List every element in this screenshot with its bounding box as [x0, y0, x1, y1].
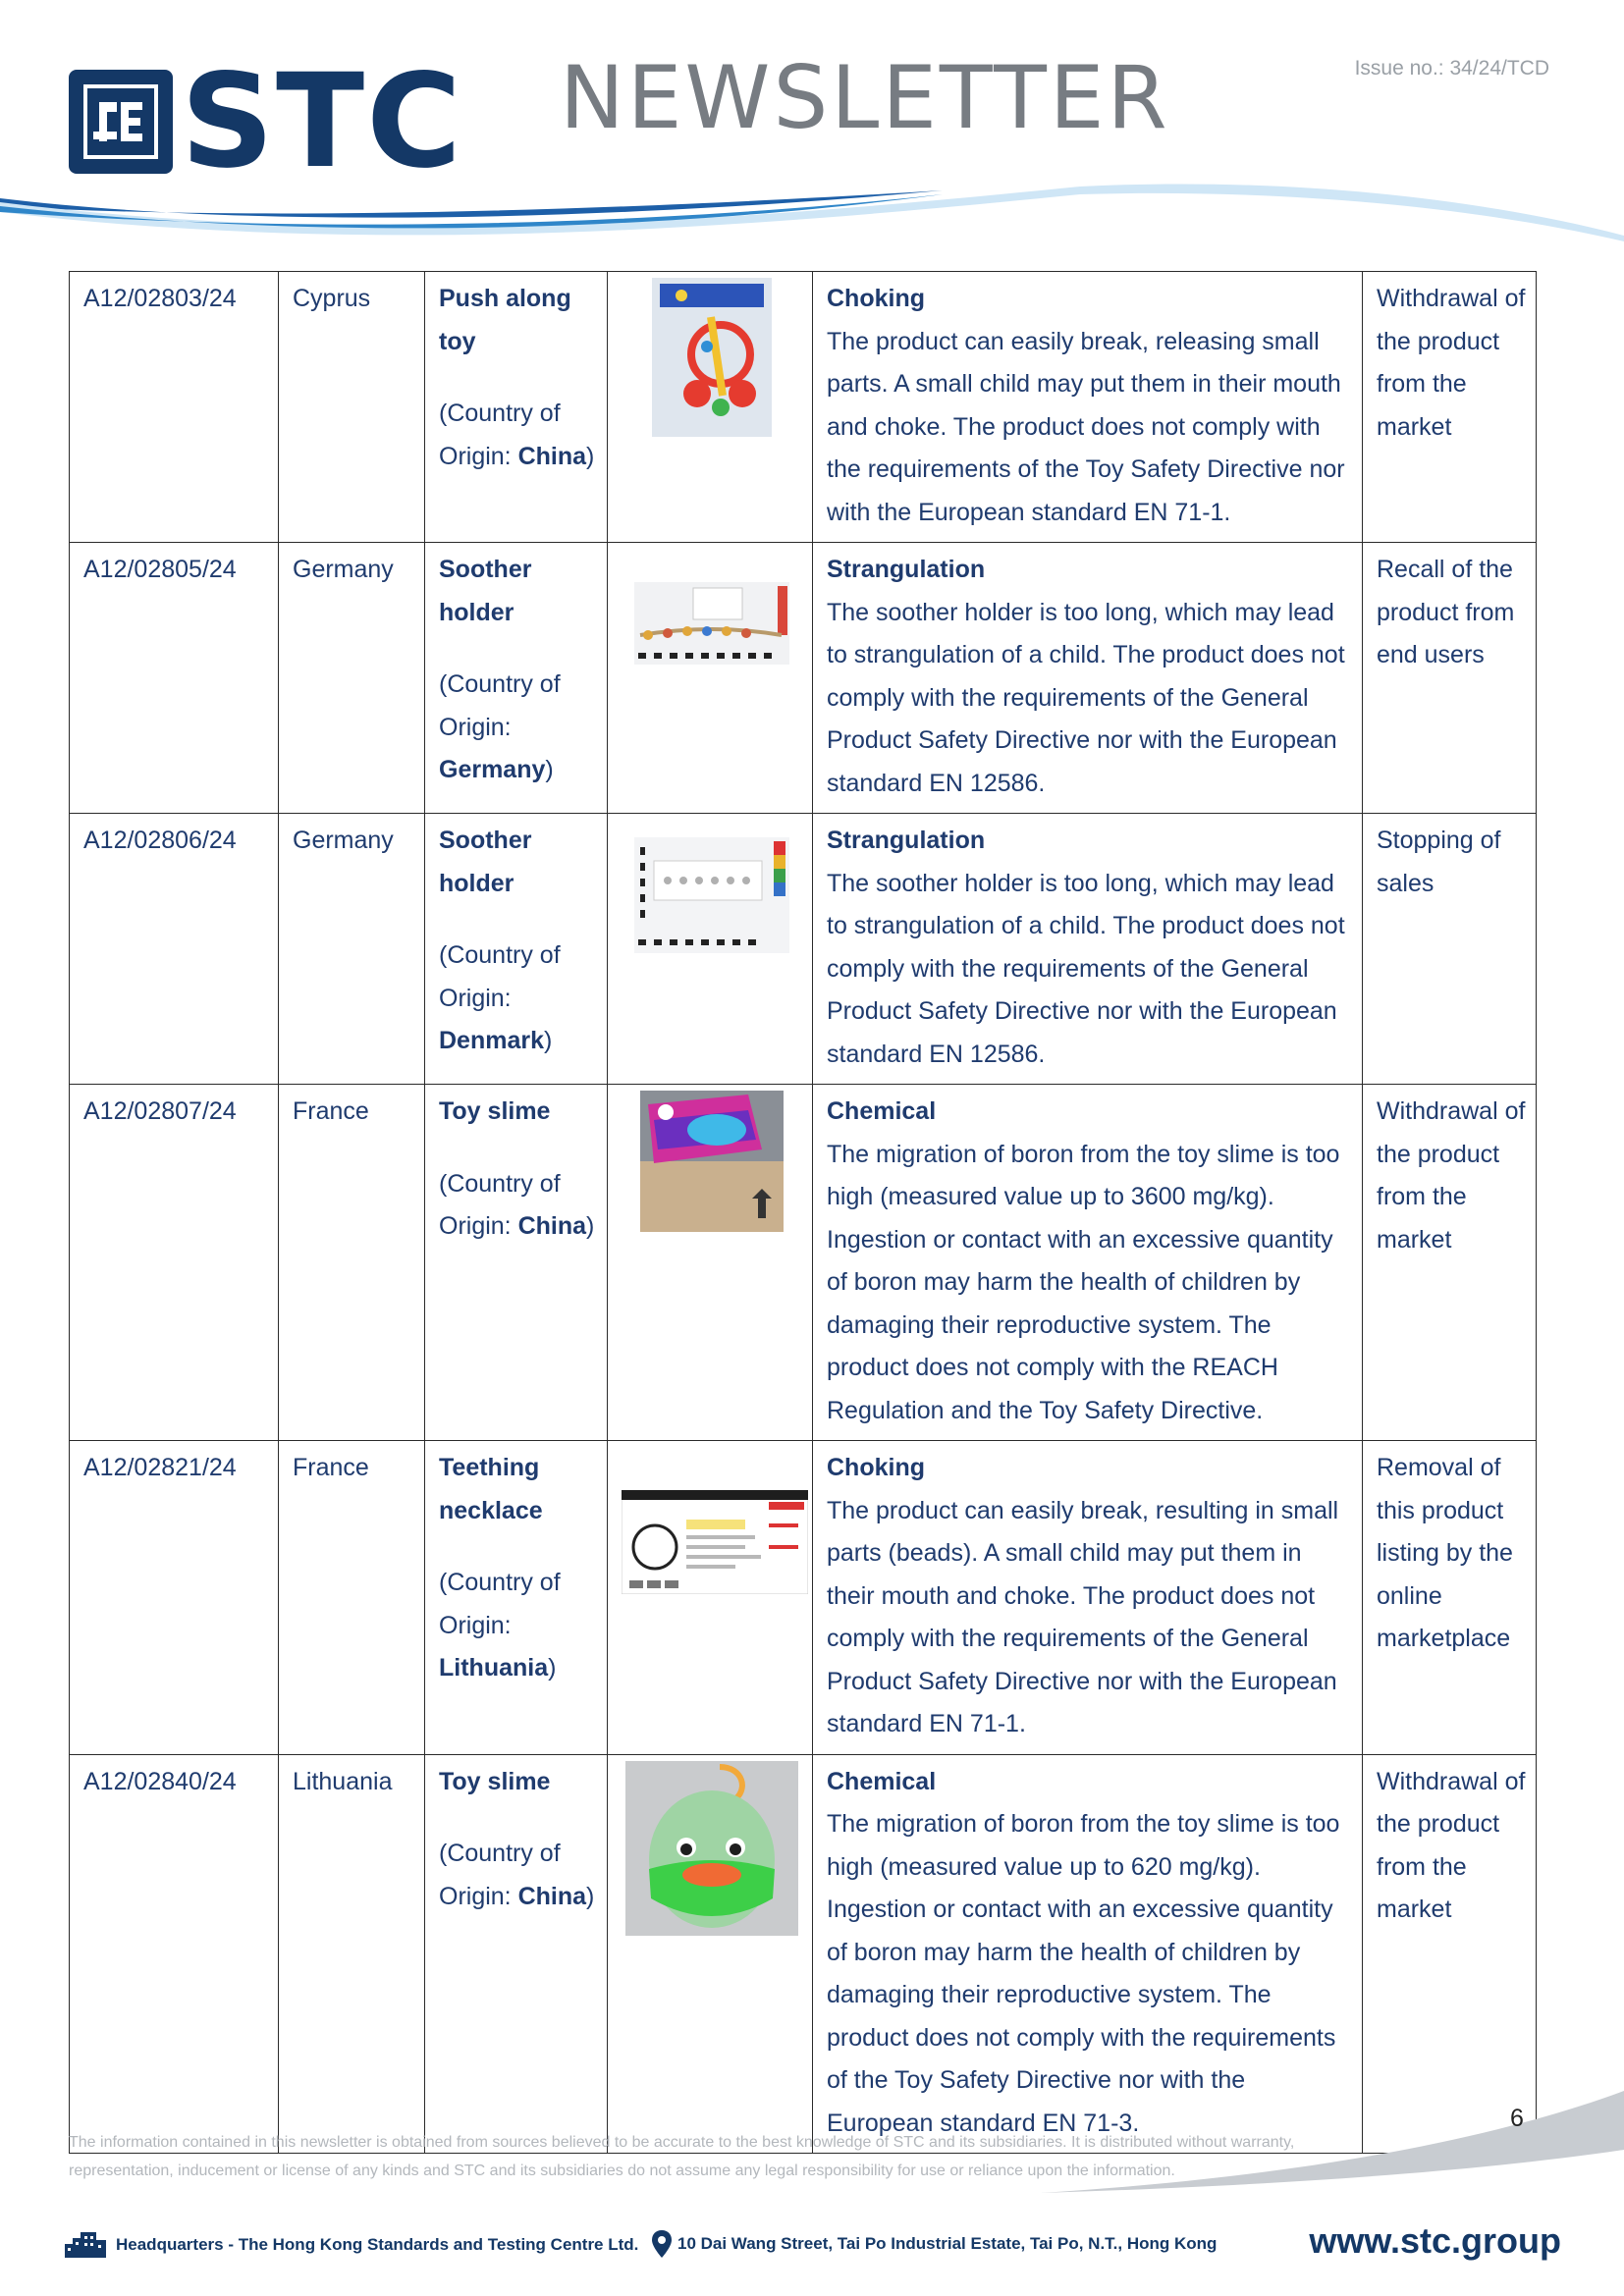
notifying-country: Cyprus: [279, 272, 425, 543]
origin-label: (Country of Origin:: [439, 1569, 561, 1639]
risk-description: The product can easily break, releasing small parts. A small child may put them in their mouth and choke. The product does not comply with the requirements of the Toy Safety Directive nor with the European standard EN 71-1.: [827, 327, 1345, 526]
product-photo-cell: [608, 814, 813, 1085]
product-cell: Toy slime (Country of Origin: China): [425, 1754, 608, 2154]
risk-description: The product can easily break, resulting in small parts (beads). A small child may put them in their mouth and choke. The product does not comply with the requirements of the General Product Safety Directive nor with the European standard EN 71-1.: [827, 1496, 1339, 1737]
toy-slime-egg-photo: [625, 1761, 798, 1936]
risk-description: The soother holder is too long, which may lead to strangulation of a child. The product does not comply with the requirements of the General Product Safety Directive nor with the European standard EN 12586.: [827, 869, 1345, 1068]
product-cell: Toy slime (Country of Origin: China): [425, 1085, 608, 1441]
location-pin-icon: [652, 2230, 672, 2258]
teething-necklace-listing-screenshot: [622, 1490, 808, 1594]
product-name: Soother holder: [439, 827, 532, 897]
measures-taken: Removal of this product listing by the online marketplace: [1363, 1441, 1537, 1755]
product-cell: Teething necklace (Country of Origin: Lithuania): [425, 1441, 608, 1755]
measures-taken: Withdrawal of the product from the market: [1363, 1754, 1537, 2154]
product-photo-cell: [608, 272, 813, 543]
origin-label: (Country of Origin:: [439, 400, 561, 470]
product-photo-cell: [608, 1754, 813, 2154]
toy-slime-box-photo: [640, 1091, 784, 1232]
risk-type: Chemical: [827, 1767, 937, 1795]
address-label: 10 Dai Wang Street, Tai Po Industrial Estate, Tai Po, N.T., Hong Kong: [677, 2234, 1218, 2253]
logo-wordmark: STC: [181, 46, 463, 197]
product-name: Soother holder: [439, 556, 532, 626]
table-row: [70, 543, 1537, 814]
measures-taken: Recall of the product from end users: [1363, 543, 1537, 814]
origin-label: (Country of Origin:: [439, 941, 561, 1012]
risk-description: The migration of boron from the toy slime is too high (measured value up to 3600 mg/kg). Ingestion or contact with an excessive quantity of boron may harm the health of children by damaging their reproductive system. The product does not comply with the REACH Regulation and the Toy Safety Directive.: [827, 1140, 1340, 1424]
footer-bar: [63, 2220, 1561, 2269]
product-name: Teething necklace: [439, 1454, 543, 1524]
notifying-country: Germany: [279, 814, 425, 1085]
risk-cell: [813, 1441, 1363, 1755]
origin-country: China: [517, 1882, 587, 1910]
product-cell: Push along toy (Country of Origin: China): [425, 272, 608, 543]
risk-cell: [813, 1085, 1363, 1441]
measures-taken: Stopping of sales: [1363, 814, 1537, 1085]
notifying-country: France: [279, 1441, 425, 1755]
headquarters-label: Headquarters - The Hong Kong Standards and Testing Centre Ltd.: [116, 2235, 639, 2254]
stc-logo: [69, 46, 463, 197]
reference-number: A12/02803/24: [70, 272, 279, 543]
measures-taken: Withdrawal of the product from the market: [1363, 1085, 1537, 1441]
push-along-toy-photo: [652, 278, 772, 437]
page-header: [0, 0, 1624, 255]
page-number: 6: [1510, 2105, 1524, 2132]
table-row: [70, 272, 1537, 543]
soother-holder-photo: [634, 837, 789, 953]
soother-holder-photo: [634, 582, 789, 665]
headquarters-info: [63, 2230, 638, 2260]
table-row: [70, 1085, 1537, 1441]
risk-cell: [813, 814, 1363, 1085]
product-cell: Soother holder (Country of Origin: Denmark): [425, 814, 608, 1085]
issue-number: Issue no.: 34/24/TCD: [1354, 57, 1549, 80]
notifying-country: France: [279, 1085, 425, 1441]
reference-number: A12/02805/24: [70, 543, 279, 814]
table-row: [70, 1441, 1537, 1755]
disclaimer-text: The information contained in this newsletter is obtained from sources believed to be accurate to the best knowledge of STC and its subsidiaries. It is distributed without warranty, representation, inducement or license of any kinds and STC and its subsidiaries do not assume any legal responsibility for use or reliance upon the information.: [69, 2134, 1295, 2179]
product-photo-cell: [608, 1441, 813, 1755]
risk-description: The soother holder is too long, which may lead to strangulation of a child. The product does not comply with the requirements of the General Product Safety Directive nor with the European standard EN 12586.: [827, 598, 1345, 797]
notifying-country: Lithuania: [279, 1754, 425, 2154]
risk-type: Choking: [827, 285, 925, 312]
product-photo-cell: [608, 543, 813, 814]
product-photo-cell: [608, 1085, 813, 1441]
reference-number: A12/02806/24: [70, 814, 279, 1085]
risk-cell: [813, 543, 1363, 814]
risk-description: The migration of boron from the toy slime is too high (measured value up to 620 mg/kg). Ingestion or contact with an excessive quantity of boron may harm the health of children by damaging their reproductive system. The product does not comply with the requirements of the Toy Safety Directive nor with the European standard EN 71-3.: [827, 1810, 1340, 2137]
risk-type: Choking: [827, 1454, 925, 1481]
reference-number: A12/02807/24: [70, 1085, 279, 1441]
reference-number: A12/02840/24: [70, 1754, 279, 2154]
newsletter-title: NEWSLETTER: [560, 47, 1170, 148]
stc-emblem-icon: [69, 70, 173, 174]
notifying-country: Germany: [279, 543, 425, 814]
risk-type: Chemical: [827, 1097, 937, 1125]
origin-country: China: [517, 442, 587, 470]
address-info: [652, 2230, 1217, 2258]
reference-number: A12/02821/24: [70, 1441, 279, 1755]
product-name: Push along toy: [439, 285, 571, 355]
table-row: [70, 814, 1537, 1085]
risk-cell: [813, 272, 1363, 543]
origin-label: (Country of Origin:: [439, 670, 561, 741]
origin-country: Denmark: [439, 1027, 544, 1054]
origin-country: China: [517, 1212, 587, 1240]
product-name: Toy slime: [439, 1097, 551, 1125]
origin-label: (Country of Origin:: [439, 1840, 561, 1910]
measures-taken: Withdrawal of the product from the market: [1363, 272, 1537, 543]
building-icon: [63, 2230, 110, 2260]
risk-type: Strangulation: [827, 556, 986, 583]
product-name: Toy slime: [439, 1767, 551, 1795]
header-swoosh-decoration: [0, 177, 1624, 255]
origin-label: (Country of Origin:: [439, 1169, 561, 1240]
product-alert-table: [69, 271, 1537, 2154]
website-link[interactable]: www.stc.group: [1309, 2220, 1561, 2261]
risk-type: Strangulation: [827, 827, 986, 854]
origin-country: Germany: [439, 756, 546, 783]
origin-country: Lithuania: [439, 1654, 549, 1682]
product-cell: Soother holder (Country of Origin: Germany): [425, 543, 608, 814]
